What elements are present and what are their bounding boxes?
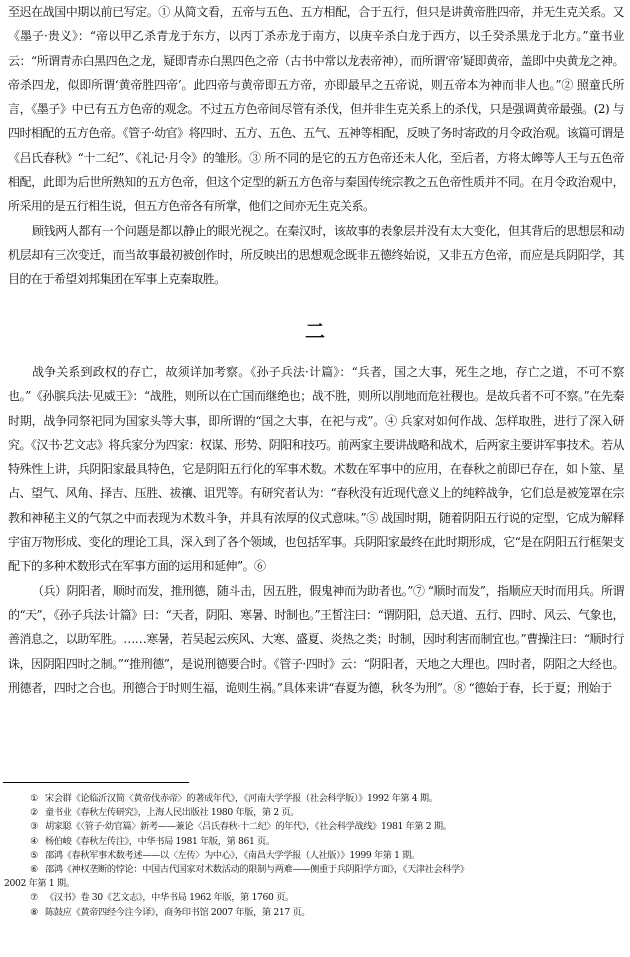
footnote-text: 童书业《春秋左传研究》，上海人民出版社 1980 年版，第 2 页。 xyxy=(45,807,300,819)
body-paragraph: （兵）阴阳者，顺时而发，推刑德，随斗击，因五胜，假鬼神而为助者也。”⑦ “顺时而发”，指顺应天时而用兵。所谓的“天”，《孙子兵法·计篇》曰：“天者，阴阳、寒暑、时制也。”王皙注曰：“谓阴阳，总天道、五行、四时、风云、气象也，善消息之，以助军胜。……寒暑，若吴起云疾风、大寒、盛夏、炎热之类；时制，因时利害而制宜也。”曹操注曰：“顺时行诛，因阴阳四时之制。”“推刑德”，是说刑德要合时。《管子·四时》云：“阴阳者，天地之大理也。四时者，阴阳之大经也。刑德者，四时之合也。刑德合于时则生福，诡则生祸。”具体来讲“春夏为德，秋冬为刑”。⑧ “德始于春，长于夏；刑始于 xyxy=(8,583,624,695)
body-text-lower xyxy=(8,360,624,700)
footnote-item xyxy=(4,891,624,905)
footnote-number: ⑧ xyxy=(30,906,38,918)
section-heading: 二 xyxy=(305,319,325,343)
footnote-number: ② xyxy=(30,807,38,819)
footnote-item xyxy=(4,835,624,849)
footnote-number: ① xyxy=(30,793,38,804)
footnote-text: 宋会群《论临沂汉简〈黄帝伐赤帝〉的著成年代》，《河南大学学报（社会科学版）》1992 年第 4 期。 xyxy=(45,793,438,804)
footnote-divider xyxy=(3,782,189,783)
footnote-item xyxy=(4,792,624,806)
footnote-text: 胡家聪《〈管子·幼官篇〉新考——兼论〈吕氏春秋·十二纪〉的年代》，《社会科学战线》1981 年第 2 期。 xyxy=(45,821,452,833)
footnote-item xyxy=(4,906,624,920)
footnote-number: ⑥ xyxy=(30,864,38,876)
footnote-continuation: 2002 年第 1 期。 xyxy=(4,878,75,890)
footnote-item xyxy=(4,863,624,877)
footnote-text: 邵鸿《春秋军事术数考述——以〈左传〉为中心》，《南昌大学学报（人社版）》1999 年第 1 期。 xyxy=(45,849,420,861)
footnote-text: 《汉书》卷 30《艺文志》，中华书局 1962 年版，第 1760 页。 xyxy=(45,892,294,904)
footnote-text: 杨伯峻《春秋左传注》，中华书局 1981 年版，第 861 页。 xyxy=(45,835,275,847)
footnote-item xyxy=(4,849,624,863)
footnote-text: 陈鼓应《黄帝四经今注今译》，商务印书馆 2007 年版，第 217 页。 xyxy=(45,906,311,918)
body-paragraph: 战争关系到政权的存亡，故须详加考察。《孙子兵法·计篇》：“兵者，国之大事，死生之地，存亡之道，不可不察也。”《孙膑兵法·见威王》：“战胜，则所以在亡国而继绝也；战不胜，则所以削地而危社稷也。是故兵者不可不察。”在先秦时期，战争同祭祀同为国家头等大事，即所谓的“国之大事，在祀与戎”。④ 兵家对如何作战、怎样取胜，进行了深入研究。《汉书·艺文志》将兵家分为四家：权谋、形势、阴阳和技巧。前两家主要讲战略和战术，后两家主要讲军事技术。若从特殊性上讲，兵阴阳家最具特色，它是阴阳五行化的军事术数。术数在军事中的应用，在春秋之前即已存在，如卜筮、星占、望气、风角、择吉、压胜、祓禳、诅咒等。有研究者认为：“春秋没有近现代意义上的纯粹战争，它们总是被笼罩在宗教和神秘主义的气氛之中而表现为术数斗争，并具有浓厚的仪式意味。”⑤ 战国时期，随着阴阳五行说的定型，它成为解释宇宙万物形成、变化的理论工具，深入到了各个领域，也包括军事。兵阴阳家最终在此时期形成，它“是在阴阳五行框架支配下的多种术数形式在军事方面的运用和延伸”。⑥ xyxy=(8,365,624,574)
footnote-number: ④ xyxy=(30,835,38,847)
footnote-number: ③ xyxy=(30,821,38,833)
footnote-item xyxy=(4,820,624,834)
footnotes xyxy=(4,792,624,920)
footnote-number: ⑤ xyxy=(30,849,38,861)
body-paragraph: 顾钱两人都有一个问题是都以静止的眼光视之。在秦汉时，该故事的表象层并没有太大变化，但其背后的思想层和动机层却有三次变迁，而当故事最初被创作时，所反映出的思想观念既非五德终始说，又非五方色帝，而应是兵阴阳学，其目的在于希望刘邦集团在军事上克秦取胜。 xyxy=(8,223,624,287)
footnote-text: 邵鸿《神权垄断的悖论：中国古代国家对术数活动的限制与两难——侧重于兵阴阳学方面》，《天津社会科学》 xyxy=(45,864,469,876)
footnote-number: ⑦ xyxy=(30,892,38,904)
body-paragraph: 至迟在战国中期以前已写定。① 从简文看，五帝与五色、五方相配，合于五行，但只是讲黄帝胜四帝，并无生克关系。又《墨子·贵义》：“帝以甲乙杀青龙于东方，以丙丁杀赤龙于南方，以庚辛杀白龙于西方，以壬癸杀黑龙于北方。”童书业云：“所谓青赤白黑四色之龙，疑即青赤白黑四色之帝（古书中常以龙表帝神），而所谓‘帝’疑即黄帝，盖即中央黄龙之神。帝杀四龙，似即所谓‘黄帝胜四帝’。此四帝与黄帝即五方帝，亦即最早之五帝说，则五帝本为神而非人也。”② 照童氏所言，《墨子》中已有五方色帝的观念。不过五方色帝间尽管有杀伐，但并非生克关系上的杀伐，只是强调黄帝最强。(2) 与四时相配的五方色帝。《管子·幼官》将四时、五方、五色、五气、五神等相配，反映了务时寄政的月令政治观。该篇可谓是《吕氏春秋》“十二纪”、《礼记·月令》的雏形。③ 所不同的是它的五方色帝还未人化，至后者，方将太皞等人王与五色帝相配，此即为后世所熟知的五方色帝，但这个定型的新五方色帝与秦国传统宗教之五色帝性质并不同。在月令政治观中，所采用的是五行相生说，但五方色帝各有所掌，他们之间亦无生克关系。 xyxy=(8,5,624,214)
footnote-item xyxy=(4,806,624,820)
body-text-upper xyxy=(8,0,624,292)
